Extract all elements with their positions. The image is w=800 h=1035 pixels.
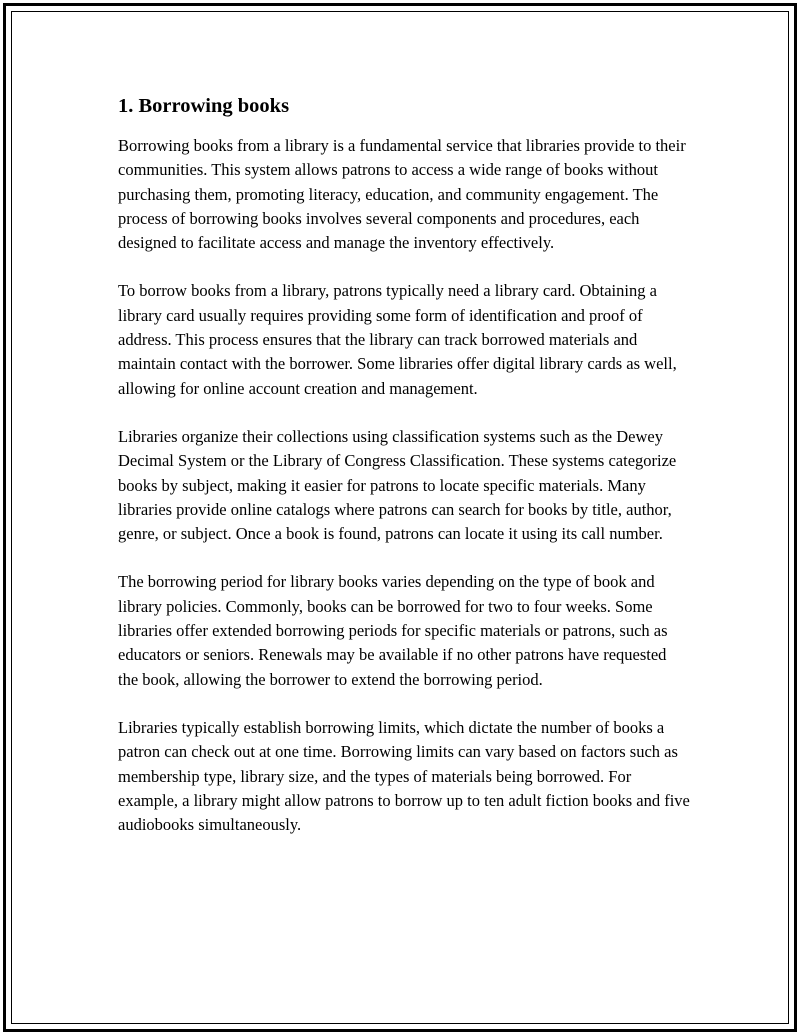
paragraph-borrowing-limits: Libraries typically establish borrowing limits, which dictate the number of books a patron can check out at one time. Borrowing limits can vary based on factors such as membership type, library size, and the types of materials being borrowed. For example, a library might allow patrons to borrow up to ten adult fiction books and five audiobooks simultaneously. bbox=[118, 717, 690, 835]
paragraph-borrowing-period: The borrowing period for library books varies depending on the type of book and library policies. Commonly, books can be borrowed for two to four weeks. Some libraries offer extended borrowing periods for specific materials or patrons, such as educators or seniors. Renewals may be available if no other patrons have requested the book, allowing the borrower to extend the borrowing period. bbox=[118, 572, 668, 689]
section-heading: 1. Borrowing books bbox=[118, 95, 290, 117]
paragraph-library-card: To borrow books from a library, patrons typically need a library card. Obtaining a library card usually requires providing some form of identification and proof of address. This process ensures that the library can track borrowed materials and maintain contact with the borrower. Some libraries offer digital library cards as well, allowing for online account creation and management. bbox=[118, 281, 677, 398]
paragraph-intro: Borrowing books from a library is a fundamental service that libraries provide to their communities. This system allows patrons to access a wide range of books without purchasing them, promoting literacy, education, and community engagement. The process of borrowing books involves several components and procedures, each designed to facilitate access and manage the inventory effectively. bbox=[118, 136, 686, 253]
document-body bbox=[118, 92, 690, 861]
paragraph-classification: Libraries organize their collections using classification systems such as the Dewey Decimal System or the Library of Congress Classification. These systems categorize books by subject, making it easier for patrons to locate specific materials. Many libraries provide online catalogs where patrons can search for books by title, author, genre, or subject. Once a book is found, patrons can locate it using its call number. bbox=[118, 426, 677, 544]
